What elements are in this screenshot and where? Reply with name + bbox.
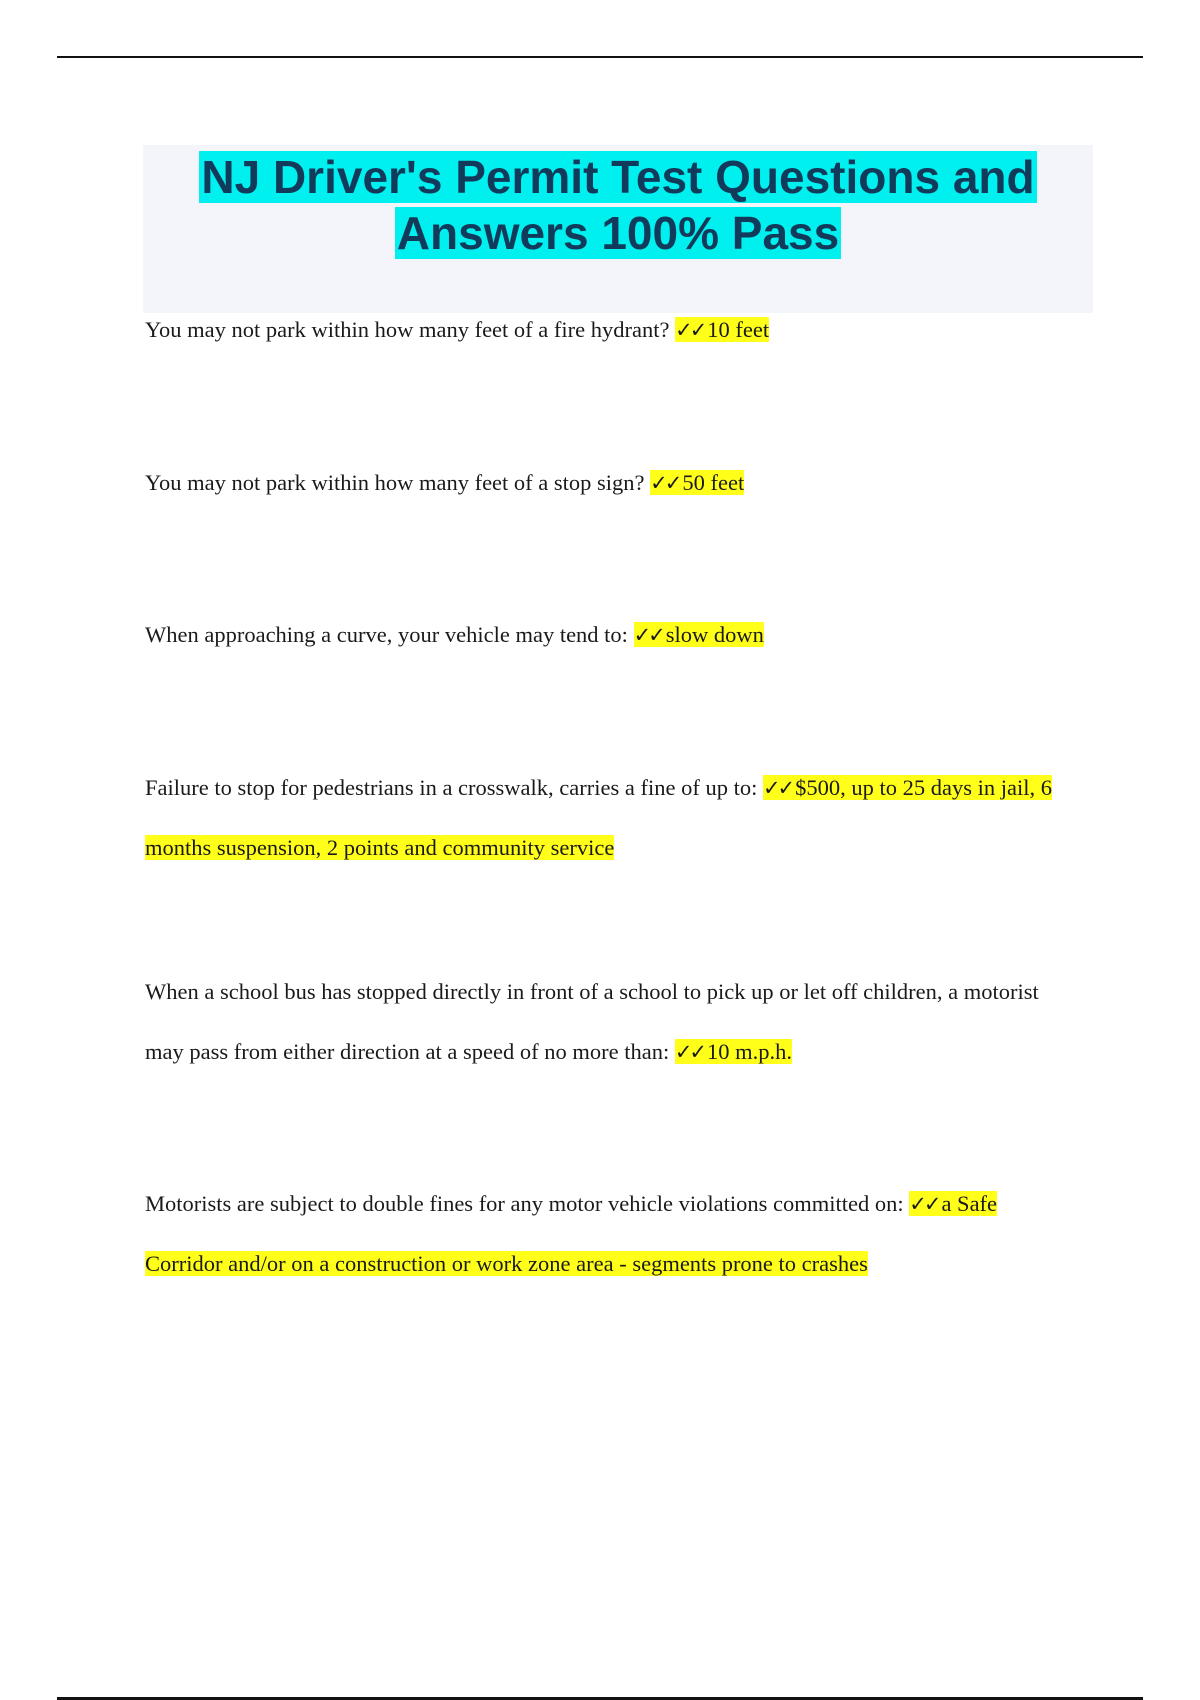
- qa-item-3: [145, 605, 1075, 665]
- question-text: When approaching a curve, your vehicle may tend to:: [145, 622, 628, 647]
- question-text: You may not park within how many feet of a stop sign?: [145, 470, 645, 495]
- title-block: [143, 145, 1093, 313]
- top-rule: [57, 56, 1143, 58]
- question-text: Motorists are subject to double fines for any motor vehicle violations committed on:: [145, 1191, 904, 1216]
- double-check-icon: ✓✓: [762, 776, 793, 800]
- question-text: Failure to stop for pedestrians in a crosswalk, carries a fine of up to:: [145, 775, 758, 800]
- double-check-icon: ✓✓: [674, 1040, 705, 1064]
- qa-item-1: [145, 300, 1075, 360]
- answer-text: a Safe Corridor and/or on a construction or work zone area - segments prone to crashes: [145, 1191, 998, 1276]
- answer-highlight: [675, 1039, 792, 1064]
- answer-text: $500, up to 25 days in jail, 6 months suspension, 2 points and community service: [145, 775, 1053, 860]
- answer-highlight: [675, 317, 769, 342]
- title-line-1: NJ Driver's Permit Test Questions and: [201, 151, 1035, 203]
- document-title: [143, 149, 1093, 261]
- answer-text: 10 feet: [707, 317, 770, 342]
- answer-highlight: [634, 622, 764, 647]
- double-check-icon: ✓✓: [909, 1192, 939, 1216]
- answer-highlight: [650, 470, 744, 495]
- qa-item-4: [145, 758, 1075, 878]
- double-check-icon: ✓✓: [675, 318, 705, 342]
- question-text: You may not park within how many feet of a fire hydrant?: [145, 317, 670, 342]
- double-check-icon: ✓✓: [633, 623, 663, 647]
- double-check-icon: ✓✓: [650, 471, 680, 495]
- question-text: When a school bus has stopped directly in front of a school to pick up or let off children, a motorist may pass from either direction at a speed of no more than:: [145, 979, 1039, 1064]
- qa-item-6: [145, 1174, 1075, 1294]
- answer-text: 50 feet: [682, 470, 745, 495]
- answer-text: 10 m.p.h.: [707, 1039, 793, 1064]
- qa-item-5: [145, 962, 1075, 1082]
- title-line-2: Answers 100% Pass: [396, 207, 840, 259]
- answer-text: slow down: [665, 622, 764, 647]
- qa-item-2: [145, 453, 1075, 513]
